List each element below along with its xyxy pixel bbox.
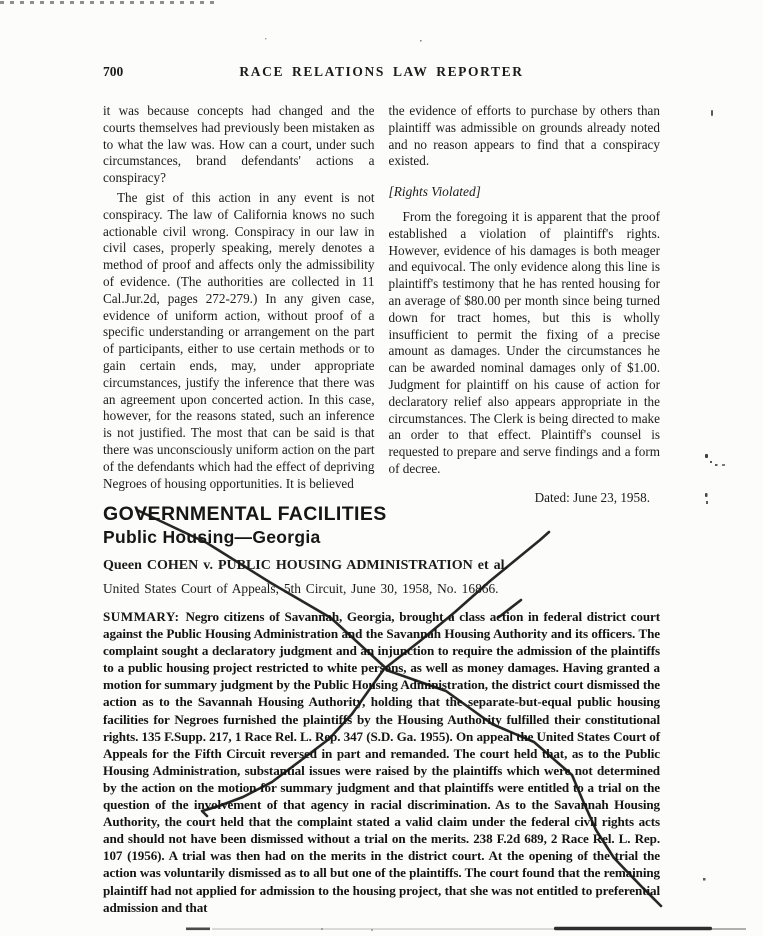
case-summary	[103, 608, 660, 916]
case-title: Queen COHEN v. PUBLIC HOUSING ADMINISTRATION et al.	[103, 558, 509, 573]
left-column	[103, 103, 375, 507]
section-category-heading: GOVERNMENTAL FACILITIES	[103, 503, 387, 525]
section-subcategory-heading: Public Housing—Georgia	[103, 527, 321, 547]
summary-text: Negro citizens of Savannah, Georgia, brought a class action in federal district court against the Public Housing Administration and the Savannah Housing Authority and its officers. The complaint sought a declaratory judgment and an injunction to require the admission of the plaintiffs to a public housing project restricted to white persons, as well as money damages. Having granted a motion for summary judgment by the Public Housing Administration, the district court dismissed the action as to the Savannah Housing Authority, holding that the separate-but-equal public housing facilities for Negroes furnished the plaintiffs by the Housing Authority fulfilled their constitutional rights. 135 F.Supp. 217, 1 Race Rel. L. Rep. 347 (S.D. Ga. 1955). On appeal the United States Court of Appeals for the Fifth Circuit reversed in part and remanded. The court held that, as to the Public Housing Administration, substantial issues were raised by the plaintiffs which were not determined by the action on the motion for summary judgment and that plaintiffs were entitled to a trial on the question of the involvement of that agency in racial discrimination. As to the Savannah Housing Authority, the court held that the complaint stated a valid claim under the federal civil rights acts and should not have been dismissed without a trial on the merits. 238 F.2d 689, 2 Race Rel. L. Rep. 107 (1956). A trial was then had on the merits in the district court. At the opening of the trial the action was voluntarily dismissed as to all but one of the plaintiffs. The court found that the remaining plaintiff had not applied for admission to the housing project, that she was not entitled to preferential admission and that	[103, 609, 660, 915]
court-citation-line: United States Court of Appeals, 5th Circuit, June 30, 1958, No. 16866.	[103, 581, 499, 596]
page-number: 700	[103, 64, 124, 79]
two-column-body	[103, 103, 660, 507]
running-header	[103, 64, 660, 82]
bottom-scan-artifact-line	[186, 927, 746, 931]
case-section	[103, 503, 660, 916]
right-column	[389, 103, 661, 507]
rights-violated-heading: [Rights Violated]	[388, 184, 481, 200]
scan-edge-dashes	[0, 1, 218, 4]
paragraph: the evidence of efforts to purchase by others than plaintiff was admissible on grounds already noted and no reason appears to find that a conspiracy existed.	[388, 103, 660, 169]
paragraph: it was because concepts had changed and the courts themselves had previously been mistaken as to what the law was. How can a court, under such circumstances, brand defendants' actions a conspiracy?	[103, 103, 375, 186]
dated-line: Dated: June 23, 1958.	[534, 489, 650, 505]
paragraph: From the foregoing it is apparent that the proof established a violation of plaintiff's rights. However, evidence of his damages is both meager and equivocal. The only evidence along this line is plaintiff's testimony that he has rented housing for an average of $80.00 per month since being turned down for tract homes, but this is wholly insufficient to permit the fixing of a precise amount as damages. Under the circumstances he can be awarded nominal damages only of $1.00. Judgment for plaintiff on his cause of action for declaratory relief also appears appropriate in the circumstances. The Clerk is being directed to make an order to that effect. Plaintiff's counsel is requested to prepare and serve findings and a form of decree.	[388, 208, 660, 476]
paragraph: The gist of this action in any event is not conspiracy. The law of California knows no such actionable civil wrong. Conspiracy in our law in civil cases, properly speaking, merely denotes a method of proof and affects only the admissibility of evidence. (The authorities are collected in 11 Cal.Jur.2d, pages 272-279.) In any given case, evidence of uniform action, without proof of a specific understanding or arrangement on the part of participants, either to use certain methods or to gain certain ends, may, under appropriate circumstances, justify the inference that there was an agreement upon concerted action. In this case, however, for the reasons stated, such an inference is not justified. The most that can be said is that there was unconsciously uniform action on the part of the defendants which had the effect of depriving Negroes of housing opportunities. It is believed	[103, 189, 375, 491]
journal-title: RACE RELATIONS LAW REPORTER	[239, 64, 524, 79]
summary-label: SUMMARY:	[103, 609, 180, 624]
